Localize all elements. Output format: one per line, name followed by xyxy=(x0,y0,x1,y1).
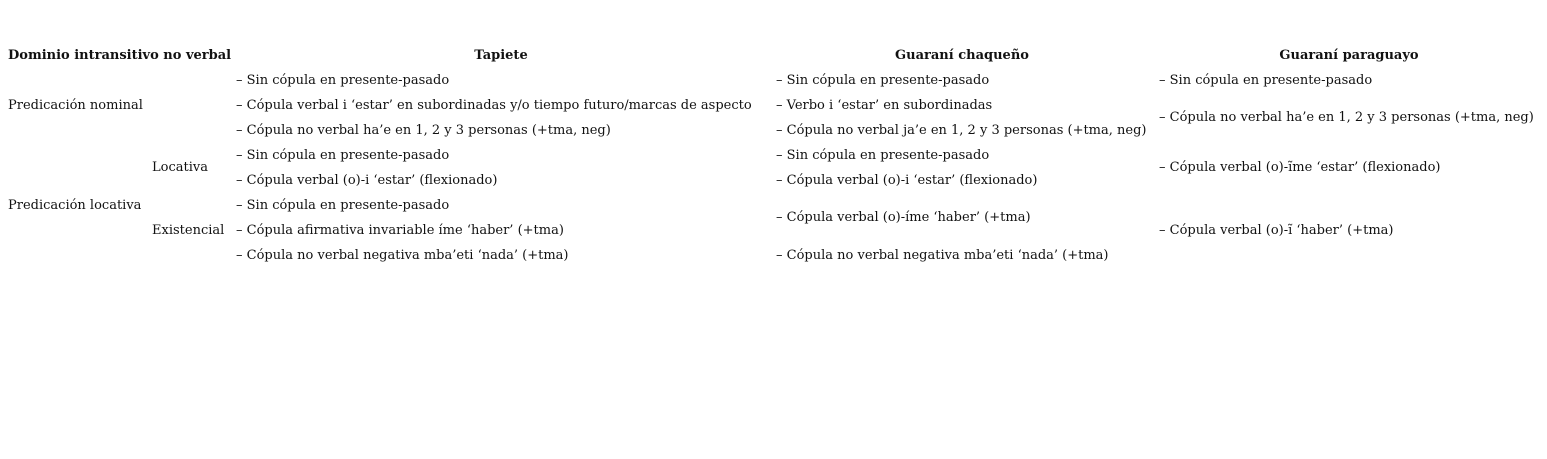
header-tapiete: Tapiete xyxy=(474,48,528,63)
chaqueno-entry: – Cópula verbal (o)-i ‘estar’ (flexionado) xyxy=(776,173,1038,188)
paraguayo-entry: – Cópula verbal (o)-ĩ ‘haber’ (+tma) xyxy=(1159,223,1394,238)
tapiete-entry: – Sin cópula en presente-pasado xyxy=(236,148,450,163)
tapiete-entry: – Sin cópula en presente-pasado xyxy=(236,198,450,213)
row-label-predicacion-nominal: Predicación nominal xyxy=(8,98,143,113)
chaqueno-entry: – Cópula no verbal ja’e en 1, 2 y 3 personas (+tma, neg) xyxy=(776,123,1147,138)
header-guarani-chaqueno: Guaraní chaqueño xyxy=(895,48,1029,63)
tapiete-entry: – Cópula no verbal negativa mba’eti ‘nada’ (+tma) xyxy=(236,248,569,263)
header-domain: Dominio intransitivo no verbal xyxy=(8,48,232,63)
tapiete-entry: – Cópula verbal (o)-i ‘estar’ (flexionado) xyxy=(236,173,498,188)
paraguayo-entry: – Cópula no verbal ha’e en 1, 2 y 3 personas (+tma, neg) xyxy=(1159,110,1534,125)
row-label-locativa: Locativa xyxy=(152,160,208,175)
paraguayo-entry: – Cópula verbal (o)-ĩme ‘estar’ (flexionado) xyxy=(1159,160,1441,175)
chaqueno-entry: – Cópula verbal (o)-íme ‘haber’ (+tma) xyxy=(776,210,1031,225)
tapiete-entry: – Sin cópula en presente-pasado xyxy=(236,73,450,88)
header-guarani-paraguayo: Guaraní paraguayo xyxy=(1279,48,1419,63)
chaqueno-entry: – Sin cópula en presente-pasado xyxy=(776,148,990,163)
row-label-predicacion-locativa: Predicación locativa xyxy=(8,198,142,213)
paraguayo-entry: – Sin cópula en presente-pasado xyxy=(1159,73,1373,88)
tapiete-entry: – Cópula no verbal ha’e en 1, 2 y 3 personas (+tma, neg) xyxy=(236,123,611,138)
row-label-existencial: Existencial xyxy=(152,223,225,238)
chaqueno-entry: – Sin cópula en presente-pasado xyxy=(776,73,990,88)
chaqueno-entry: – Verbo i ‘estar’ en subordinadas xyxy=(776,98,993,113)
chaqueno-entry: – Cópula no verbal negativa mba’eti ‘nada’ (+tma) xyxy=(776,248,1109,263)
tapiete-entry: – Cópula verbal i ‘estar’ en subordinadas y/o tiempo futuro/marcas de aspecto xyxy=(236,98,752,113)
tapiete-entry: – Cópula afirmativa invariable íme ‘haber’ (+tma) xyxy=(236,223,564,238)
